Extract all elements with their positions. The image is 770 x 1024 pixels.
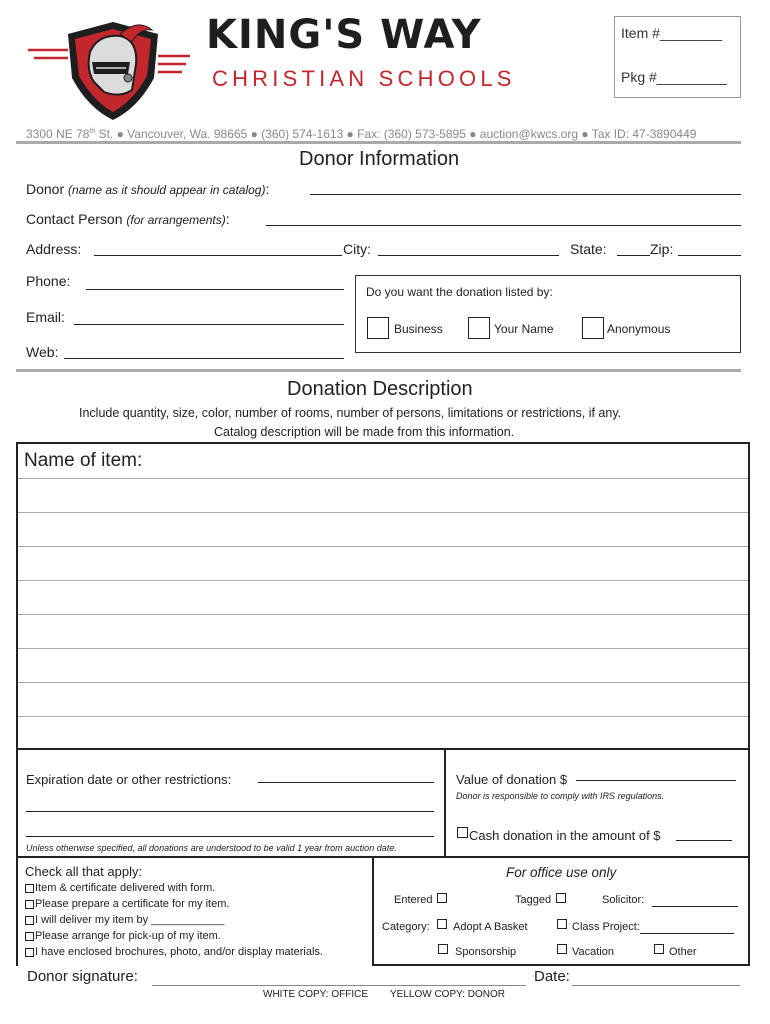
listing-business-checkbox[interactable] bbox=[367, 317, 389, 339]
expiration-label: Expiration date or other restrictions: bbox=[26, 772, 232, 787]
checklist-item-label: Item & certificate delivered with form. bbox=[35, 882, 216, 894]
checklist-item-label: Please prepare a certificate for my item. bbox=[35, 898, 230, 910]
validity-note: Unless otherwise specified, all donations are understood to be valid 1 year from auction date. bbox=[26, 843, 397, 853]
tagged-checkbox[interactable] bbox=[556, 893, 566, 903]
listing-anonymous-checkbox[interactable] bbox=[582, 317, 604, 339]
category-adopt-basket-checkbox[interactable] bbox=[437, 919, 447, 929]
description-instructions-2: Catalog description will be made from this information. bbox=[214, 425, 515, 439]
checklist-item-label: I have enclosed brochures, photo, and/or display materials. bbox=[35, 946, 323, 958]
solicitor-label: Solicitor: bbox=[602, 894, 645, 906]
donor-name-label: Donor (name as it should appear in catalog): bbox=[26, 181, 270, 197]
state-field[interactable] bbox=[617, 255, 650, 256]
zip-label: Zip: bbox=[650, 241, 674, 257]
checklist-item-checkbox[interactable] bbox=[25, 884, 34, 893]
zip-field[interactable] bbox=[678, 255, 741, 256]
address-label: Address: bbox=[26, 241, 82, 257]
tagged-label: Tagged bbox=[515, 894, 552, 906]
city-label: City: bbox=[343, 241, 371, 257]
address-field[interactable] bbox=[94, 255, 342, 256]
yellow-copy-note: YELLOW COPY: DONOR bbox=[390, 989, 506, 1000]
description-instructions-1: Include quantity, size, color, number of rooms, number of persons, limitations or restrictions, if any. bbox=[79, 406, 622, 420]
email-field[interactable] bbox=[74, 324, 344, 325]
description-line[interactable] bbox=[18, 478, 748, 479]
date-field[interactable] bbox=[572, 985, 740, 986]
item-description-box bbox=[16, 442, 750, 750]
contact-person-label: Contact Person (for arrangements): bbox=[26, 211, 230, 227]
address-part-2: St. ● Vancouver, Wa. 98665 ● (360) 574-1613 ● Fax: (360) 573-5895 ● auction@kwcs.org ● Tax ID: 47-3890449 bbox=[95, 127, 697, 141]
address-sup: th bbox=[89, 128, 96, 135]
email-label: Email: bbox=[26, 309, 65, 325]
category-class-project-checkbox[interactable] bbox=[557, 919, 567, 929]
donor-section-title: Donor Information bbox=[299, 148, 460, 170]
category-class-project-label: Class Project: bbox=[572, 921, 640, 933]
description-section-title: Donation Description bbox=[287, 378, 473, 400]
phone-field[interactable] bbox=[86, 289, 344, 290]
value-field[interactable] bbox=[576, 780, 736, 781]
category-adopt-basket-label: Adopt A Basket bbox=[453, 921, 528, 933]
cash-amount-field[interactable] bbox=[676, 840, 732, 841]
expiration-field[interactable] bbox=[258, 782, 434, 783]
value-label: Value of donation $ bbox=[456, 772, 568, 787]
description-line[interactable] bbox=[18, 648, 748, 649]
brand-subtitle: CHRISTIAN SCHOOLS bbox=[212, 66, 516, 91]
description-line[interactable] bbox=[18, 682, 748, 683]
contact-person-field[interactable] bbox=[266, 225, 741, 226]
restrictions-field-line[interactable] bbox=[26, 836, 434, 837]
donor-signature-field[interactable] bbox=[152, 985, 526, 986]
description-line[interactable] bbox=[18, 716, 748, 717]
restrictions-field-line[interactable] bbox=[26, 811, 434, 812]
cash-donation-label: Cash donation in the amount of $ bbox=[469, 828, 661, 843]
entered-checkbox[interactable] bbox=[437, 893, 447, 903]
address-part-1: 3300 NE 78 bbox=[26, 127, 90, 141]
listing-your-name-label: Your Name bbox=[494, 322, 554, 336]
address-line bbox=[26, 127, 696, 141]
school-logo bbox=[28, 12, 198, 124]
description-line[interactable] bbox=[18, 546, 748, 547]
phone-label: Phone: bbox=[26, 273, 71, 289]
checklist-item-checkbox[interactable] bbox=[25, 948, 34, 957]
category-sponsorship-checkbox[interactable] bbox=[438, 944, 448, 954]
listing-business-label: Business bbox=[394, 322, 443, 336]
irs-note: Donor is responsible to comply with IRS regulations. bbox=[456, 791, 665, 801]
category-vacation-label: Vacation bbox=[572, 946, 614, 958]
checklist-item-checkbox[interactable] bbox=[25, 916, 34, 925]
checklist-item-label: I will deliver my item by ____________ bbox=[35, 914, 225, 926]
restrictions-box bbox=[16, 750, 446, 858]
item-name-label: Name of item: bbox=[24, 450, 143, 471]
item-pkg-box bbox=[614, 16, 741, 98]
pkg-number-field[interactable]: Pkg #_________ bbox=[621, 69, 727, 85]
category-label: Category: bbox=[382, 921, 430, 933]
description-line[interactable] bbox=[18, 580, 748, 581]
web-label: Web: bbox=[26, 344, 59, 360]
solicitor-field[interactable] bbox=[652, 906, 738, 907]
cash-donation-checkbox[interactable] bbox=[457, 827, 468, 838]
listing-preference-box bbox=[355, 275, 741, 353]
listing-your-name-checkbox[interactable] bbox=[468, 317, 490, 339]
category-sponsorship-label: Sponsorship bbox=[455, 946, 517, 958]
date-label: Date: bbox=[534, 968, 570, 985]
listing-question: Do you want the donation listed by: bbox=[366, 285, 553, 299]
checklist-item-checkbox[interactable] bbox=[25, 900, 34, 909]
donor-signature-label: Donor signature: bbox=[27, 968, 138, 985]
checklist-item-checkbox[interactable] bbox=[25, 932, 34, 941]
description-line[interactable] bbox=[18, 614, 748, 615]
city-field[interactable] bbox=[378, 255, 559, 256]
white-copy-note: WHITE COPY: OFFICE bbox=[263, 989, 369, 1000]
header-rule bbox=[16, 141, 741, 144]
class-project-field[interactable] bbox=[640, 933, 734, 934]
category-vacation-checkbox[interactable] bbox=[557, 944, 567, 954]
office-use-title: For office use only bbox=[506, 865, 617, 880]
checklist-title: Check all that apply: bbox=[25, 864, 143, 879]
web-field[interactable] bbox=[64, 358, 344, 359]
entered-label: Entered bbox=[394, 894, 433, 906]
brand-title: KING'S WAY bbox=[206, 12, 482, 58]
donor-name-field[interactable] bbox=[310, 194, 741, 195]
category-other-checkbox[interactable] bbox=[654, 944, 664, 954]
donor-section-rule bbox=[16, 369, 741, 372]
state-label: State: bbox=[570, 241, 607, 257]
value-box bbox=[446, 750, 750, 858]
checklist-item-label: Please arrange for pick-up of my item. bbox=[35, 930, 221, 942]
listing-anonymous-label: Anonymous bbox=[607, 322, 671, 336]
category-other-label: Other bbox=[669, 946, 697, 958]
description-line[interactable] bbox=[18, 512, 748, 513]
item-number-field[interactable]: Item #________ bbox=[621, 25, 723, 41]
